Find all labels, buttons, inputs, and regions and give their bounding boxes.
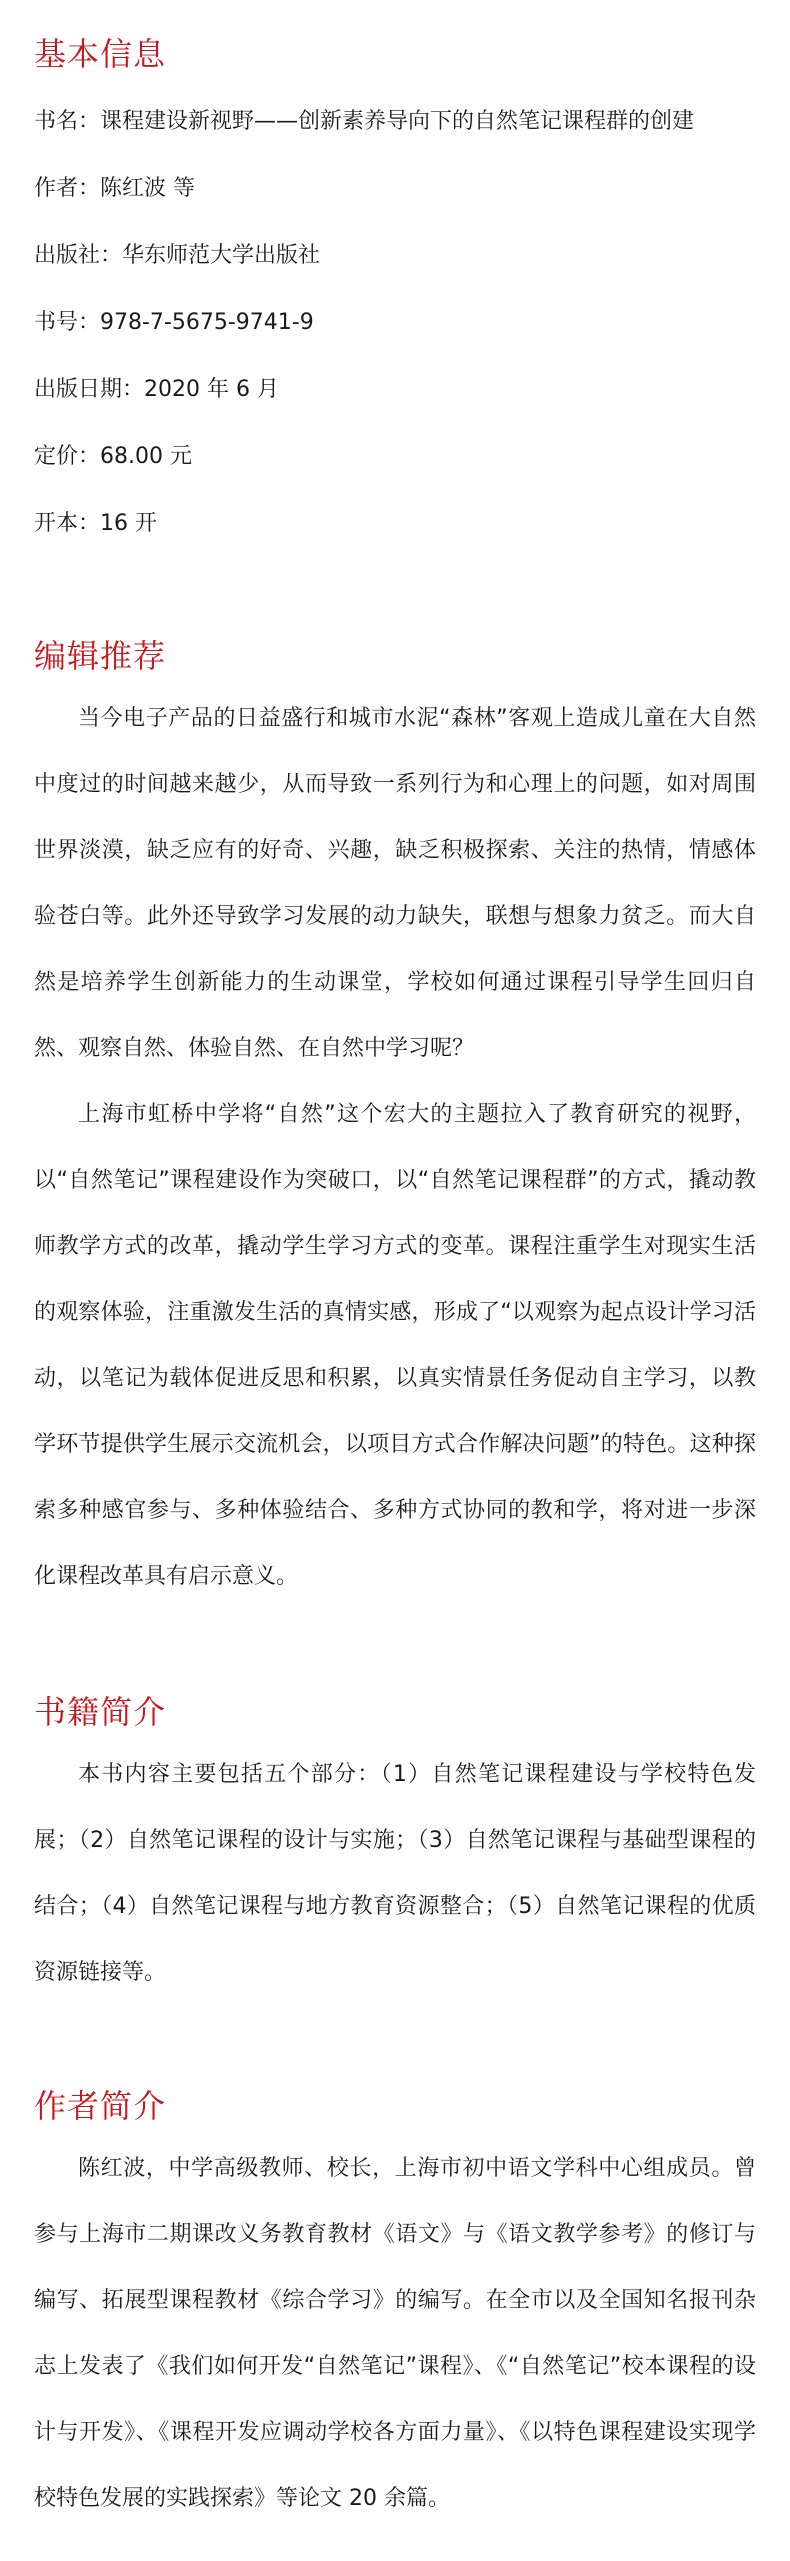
book-intro-paragraph: 本书内容主要包括五个部分：（1）自然笔记课程建设与学校特色发展；（2）自然笔记课程的设计与实施；（3）自然笔记课程与基础型课程的结合；（4）自然笔记课程与地方教育资源整合；（5）自然笔记课程的优质资源链接等。 bbox=[34, 1762, 756, 1985]
info-format: 开本：16 开 bbox=[34, 511, 157, 536]
section-title-editor-recommend: 编辑推荐 bbox=[34, 637, 167, 675]
author-intro-paragraph: 陈红波，中学高级教师、校长，上海市初中语文学科中心组成员。曾参与上海市二期课改义务教育教材《语文》与《语文教学参考》的修订与编写、拓展型课程教材《综合学习》的编写。在全市以及全国知名报刊杂志上发表了《我们如何开发“自然笔记”课程》、《“自然笔记”校本课程的设计与开发》、《课程开发应调动学校各方面力量》、《以特色课程建设实现学校特色发展的实践探索》等论文 20 余篇。 bbox=[34, 2156, 756, 2511]
editor-paragraph-2: 上海市虹桥中学将“自然”这个宏大的主题拉入了教育研究的视野，以“自然笔记”课程建设作为突破口，以“自然笔记课程群”的方式，撬动教师教学方式的改革，撬动学生学习方式的变革。课程注重学生对现实生活的观察体验，注重激发生活的真情实感，形成了“以观察为起点设计学习活动，以笔记为载体促进反思和积累，以真实情景任务促动自主学习，以教学环节提供学生展示交流机会，以项目方式合作解决问题”的特色。这种探索多种感官参与、多种体验结合、多种方式协同的教和学，将对进一步深化课程改革具有启示意义。 bbox=[34, 1102, 756, 1589]
info-publisher: 出版社：华东师范大学出版社 bbox=[34, 243, 321, 268]
info-price: 定价：68.00 元 bbox=[34, 444, 192, 469]
info-isbn: 书号：978-7-5675-9741-9 bbox=[34, 310, 314, 335]
author-intro-body bbox=[34, 2136, 756, 2532]
book-intro-body bbox=[34, 1742, 756, 2006]
section-title-book-intro: 书籍简介 bbox=[34, 1693, 167, 1731]
section-title-author-intro: 作者简介 bbox=[34, 2087, 167, 2125]
info-book-title: 书名：课程建设新视野——创新素养导向下的自然笔记课程群的创建 bbox=[34, 109, 695, 134]
info-publish-date: 出版日期：2020 年 6 月 bbox=[34, 377, 279, 402]
editor-recommend-body bbox=[34, 686, 756, 1610]
basic-info-list bbox=[34, 106, 756, 540]
info-author: 作者：陈红波 等 bbox=[34, 176, 195, 201]
editor-paragraph-1: 当今电子产品的日益盛行和城市水泥“森林”客观上造成儿童在大自然中度过的时间越来越少，从而导致一系列行为和心理上的问题，如对周围世界淡漠，缺乏应有的好奇、兴趣，缺乏积极探索、关注的热情，情感体验苍白等。此外还导致学习发展的动力缺失，联想与想象力贫乏。而大自然是培养学生创新能力的生动课堂，学校如何通过课程引导学生回归自然、观察自然、体验自然、在自然中学习呢？ bbox=[34, 706, 756, 1061]
section-title-basic-info: 基本信息 bbox=[34, 35, 167, 73]
